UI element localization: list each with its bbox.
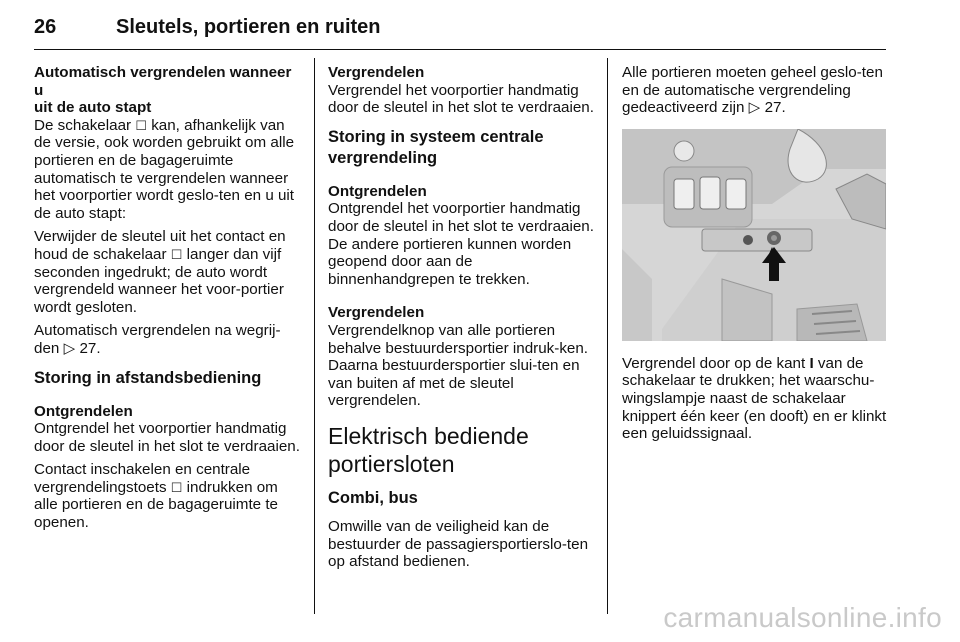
paragraph-auto-lock: De schakelaar ☐ kan, afhankelijk van de versie, ook worden gebruikt om alle portieren en de bagageruimte automatisch te vergrendelen wanneer het voorportier wordt geslo-ten en u uit de auto stapt: xyxy=(34,116,295,222)
subheading-unlock: Ontgrendelen xyxy=(328,182,427,200)
paragraph-lock: Vergrendel het voorportier handmatig door de sleutel in het slot te verdraaien. xyxy=(328,81,594,117)
watermark: carmanualsonline.info xyxy=(663,602,942,633)
paragraph-auto-lock-driving: Automatisch vergrendelen na wegrij-den ▷ 27. xyxy=(34,322,281,357)
section-title-auto-lock: Automatisch vergrendelen wanneer u uit de auto stapt xyxy=(34,64,292,117)
dashboard-switch-illustration xyxy=(622,129,886,341)
paragraph-ignition: Contact inschakelen en centrale vergrendelingstoets ☐ indrukken om alle portieren en de bagageruimte te openen. xyxy=(34,461,279,532)
subheading-lock: Vergrendelen xyxy=(328,304,425,322)
column-2 xyxy=(328,64,594,577)
page-header xyxy=(34,8,886,48)
column-3 xyxy=(622,64,888,449)
lock-switch-icon: ☐ xyxy=(170,246,183,262)
heading-electric-locks: Elektrisch bediende portiersloten xyxy=(328,422,529,477)
heading-central-fault: Storing in systeem centrale vergrendeling xyxy=(328,127,544,167)
paragraph-unlock: Ontgrendel het voorportier handmatig door de sleutel in het slot te verdraaien. xyxy=(34,420,300,455)
lock-switch-icon: ☐ xyxy=(170,479,183,495)
subheading-lock: Vergrendelen xyxy=(328,64,425,81)
heading-remote-fault: Storing in afstandsbediening xyxy=(34,368,262,387)
column-divider-2 xyxy=(607,58,608,614)
heading-combi-bus: Combi, bus xyxy=(328,488,418,507)
header-divider xyxy=(34,49,886,50)
column-divider-1 xyxy=(314,58,315,614)
page-title: Sleutels, portieren en ruiten xyxy=(116,16,381,38)
column-1 xyxy=(34,64,302,538)
paragraph-intro: Alle portieren moeten geheel geslo-ten en de automatische vergrendeling gedeactiveerd zijn ▷ 27. xyxy=(622,64,883,117)
reference-arrow-icon: ▷ xyxy=(748,99,761,117)
paragraph-lock-button: Vergrendelknop van alle portieren behalve bestuurdersportier indruk-ken. Daarna bestuurdersportier slui-ten en van buiten af met de sleutel vergrendelen. xyxy=(328,321,589,410)
subheading-unlock: Ontgrendelen xyxy=(34,402,133,420)
paragraph-remove-key: Verwijder de sleutel uit het contact en houd de schakelaar ☐ langer dan vijf seconden ingedrukt; de auto wordt vergrendeld wanneer het voor-portier wordt gesloten. xyxy=(34,228,286,316)
paragraph-unlock: Ontgrendel het voorportier handmatig door de sleutel in het slot te verdraaien. De andere portieren kunnen worden geopend door aan de binnenhandgrepen te trekken. xyxy=(328,200,594,288)
reference-arrow-icon: ▷ xyxy=(63,339,76,357)
lock-switch-icon: ☐ xyxy=(135,117,147,133)
page-number: 26 xyxy=(34,16,57,38)
paragraph-combi: Omwille van de veiligheid kan de bestuurder de passagiersportierslo-ten op afstand bedienen. xyxy=(328,517,589,571)
figure-caption: Vergrendel door op de kant I van de schakelaar te drukken; het waarschu-wingslampje naast de schakelaar knippert één keer (en dooft) en er klinkt een geluidssignaal. xyxy=(622,354,887,443)
